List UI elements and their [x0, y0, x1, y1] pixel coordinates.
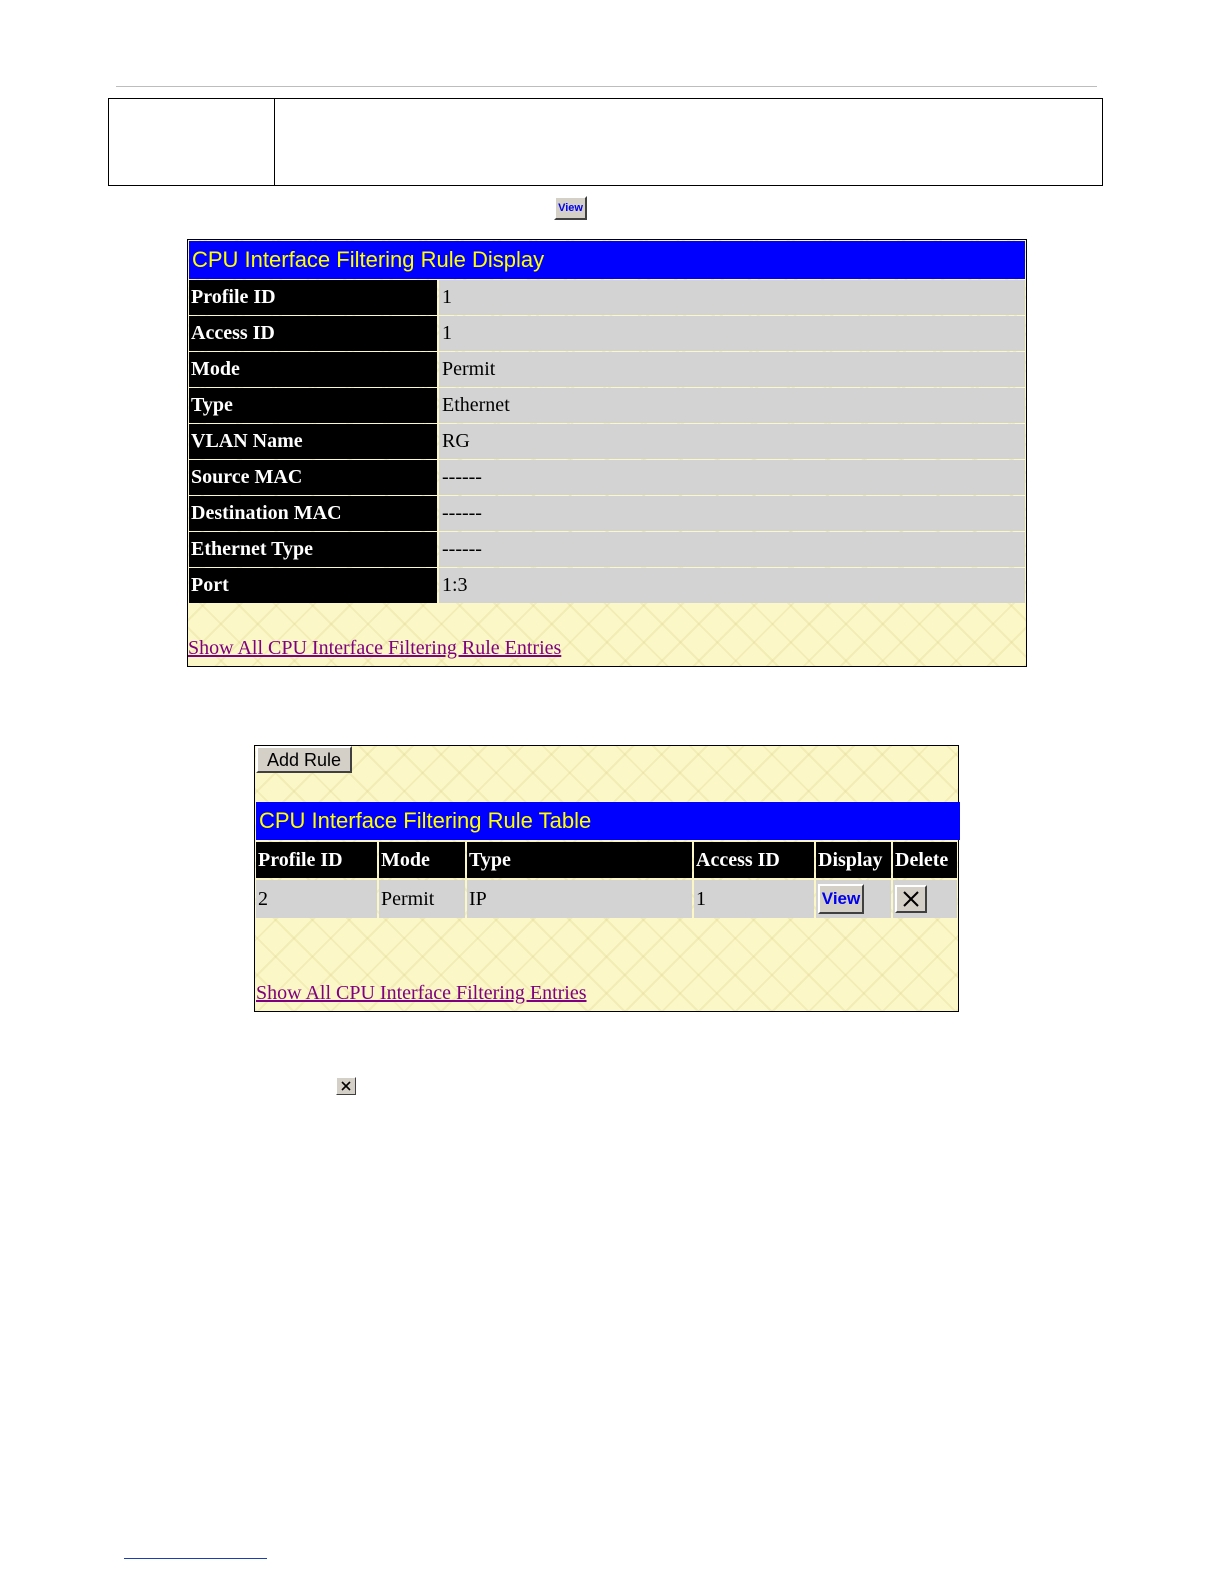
column-header-mode: Mode	[379, 842, 465, 878]
view-button[interactable]: View	[818, 884, 864, 914]
delete-button-icon	[336, 1077, 356, 1095]
rule-table-header	[256, 842, 957, 878]
cell-profile-id: 2	[256, 880, 377, 918]
display-row-label: Source MAC	[189, 460, 437, 495]
display-row-label: Access ID	[189, 316, 437, 351]
document-table-cell-right	[275, 99, 1102, 185]
table-row	[256, 880, 957, 918]
rule-display-title: CPU Interface Filtering Rule Display	[189, 241, 1025, 279]
show-all-entries-link[interactable]: Show All CPU Interface Filtering Entries	[256, 982, 587, 1004]
column-header-type: Type	[467, 842, 692, 878]
footer-divider	[124, 1558, 267, 1559]
display-row-type	[189, 388, 1025, 423]
view-button-icon: View	[554, 196, 587, 220]
display-row-source-mac	[189, 460, 1025, 495]
display-row-value: 1	[439, 316, 1025, 351]
document-table	[108, 98, 1103, 186]
column-header-delete: Delete	[893, 842, 957, 878]
display-row-label: Port	[189, 568, 437, 603]
add-rule-button[interactable]: Add Rule	[256, 746, 352, 773]
cell-display	[816, 880, 891, 918]
display-row-destination-mac	[189, 496, 1025, 531]
display-row-vlan-name	[189, 424, 1025, 459]
display-row-label: VLAN Name	[189, 424, 437, 459]
close-x-icon	[340, 1080, 352, 1092]
display-row-value: ------	[439, 532, 1025, 567]
cell-delete	[893, 880, 957, 918]
display-row-label: Ethernet Type	[189, 532, 437, 567]
cell-mode: Permit	[379, 880, 465, 918]
display-row-label: Destination MAC	[189, 496, 437, 531]
close-x-icon	[902, 890, 920, 908]
display-row-mode	[189, 352, 1025, 387]
cell-access-id: 1	[694, 880, 814, 918]
display-row-profile-id	[189, 280, 1025, 315]
display-row-port	[189, 568, 1025, 603]
document-table-cell-left	[109, 99, 275, 185]
column-header-profile-id: Profile ID	[256, 842, 377, 878]
cell-type: IP	[467, 880, 692, 918]
rule-table-panel	[254, 745, 959, 1012]
column-header-access-id: Access ID	[694, 842, 814, 878]
column-header-display: Display	[816, 842, 891, 878]
display-row-value: Permit	[439, 352, 1025, 387]
top-divider	[116, 86, 1097, 87]
display-row-access-id	[189, 316, 1025, 351]
display-row-value: ------	[439, 496, 1025, 531]
display-row-value: 1	[439, 280, 1025, 315]
display-row-label: Mode	[189, 352, 437, 387]
display-row-value: Ethernet	[439, 388, 1025, 423]
rule-display-panel	[187, 239, 1027, 667]
delete-button[interactable]	[895, 885, 927, 913]
display-row-label: Type	[189, 388, 437, 423]
display-row-value: 1:3	[439, 568, 1025, 603]
display-row-value: RG	[439, 424, 1025, 459]
display-row-ethernet-type	[189, 532, 1025, 567]
show-all-rule-entries-link[interactable]: Show All CPU Interface Filtering Rule Entries	[188, 637, 562, 659]
rule-table-title: CPU Interface Filtering Rule Table	[256, 802, 960, 840]
display-row-value: ------	[439, 460, 1025, 495]
display-row-label: Profile ID	[189, 280, 437, 315]
